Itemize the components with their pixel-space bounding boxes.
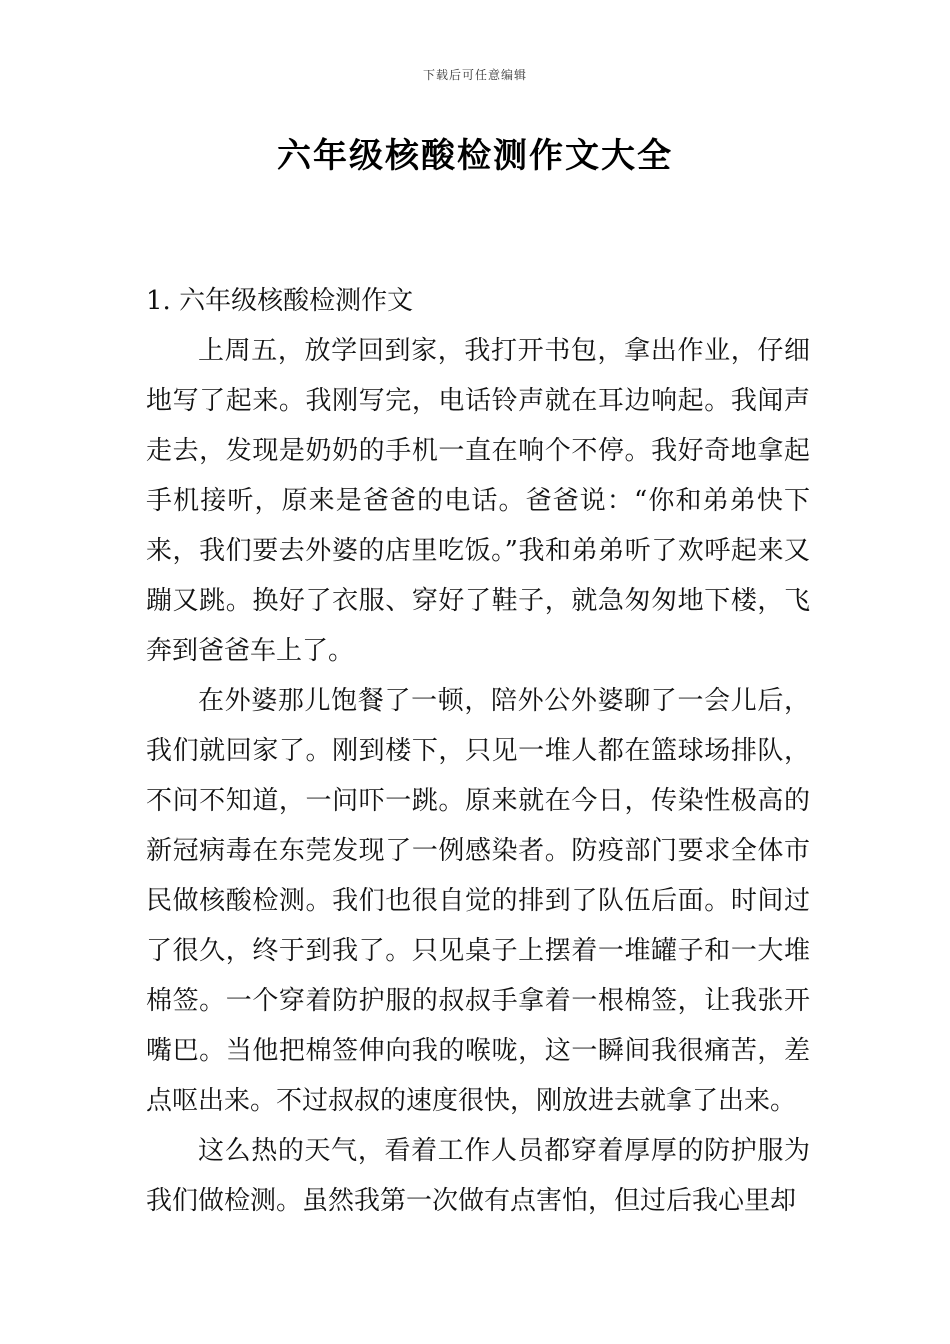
page-title: 六年级核酸检测作文大全	[277, 136, 673, 176]
section-heading: 1. 六年级核酸检测作文	[146, 286, 414, 316]
paragraph-1: 上周五，放学回到家，我打开书包，拿出作业，仔细地写了起来。我刚写完，电话铃声就在耳边响起。我闻声走去，发现是奶奶的手机一直在响个不停。我好奇地拿起手机接听，原来是爸爸的电话。爸爸说：“你和弟弟快下来，我们要去外婆的店里吃饭。”我和弟弟听了欢呼起来又蹦又跳。换好了衣服、穿好了鞋子，就急匆匆地下楼，飞奔到爸爸车上了。	[146, 336, 810, 666]
essay-body	[146, 276, 810, 1226]
header-note: 下载后可任意编辑	[422, 68, 527, 82]
paragraph-3: 这么热的天气，看着工作人员都穿着厚厚的防护服为我们做检测。虽然我第一次做有点害怕，但过后我心里却	[146, 1136, 810, 1216]
paragraph-2: 在外婆那儿饱餐了一顿，陪外公外婆聊了一会儿后，我们就回家了。刚到楼下，只见一堆人都在篮球场排队，不问不知道，一问吓一跳。原来就在今日，传染性极高的新冠病毒在东莞发现了一例感染者。防疫部门要求全体市民做核酸检测。我们也很自觉的排到了队伍后面。时间过了很久，终于到我了。只见桌子上摆着一堆罐子和一大堆棉签。一个穿着防护服的叔叔手拿着一根棉签，让我张开嘴巴。当他把棉签伸向我的喉咙，这一瞬间我很痛苦，差点呕出来。不过叔叔的速度很快，刚放进去就拿了出来。	[146, 686, 810, 1116]
